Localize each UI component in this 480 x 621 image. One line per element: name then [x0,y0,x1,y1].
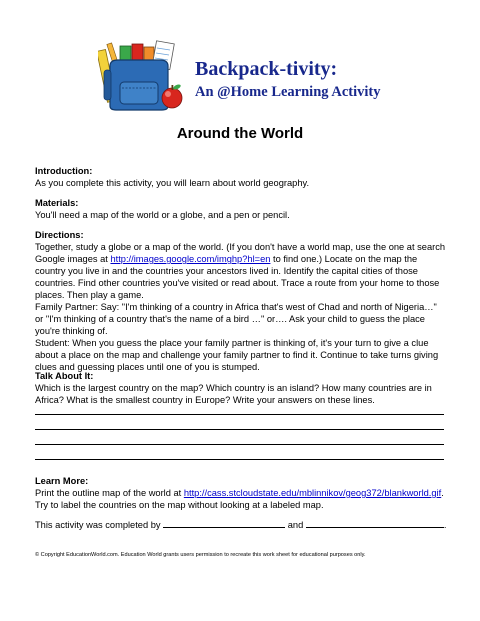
talk-about-it-section [35,370,447,406]
directions-text-end: to find one.) Locate on the map the country you live in and the countries your ancestors lived in. Identify the capital cities of those countries. Find other countries you've visited or read about. Trace a route from your home to those places. Then play a game. [35,254,440,300]
name-blank-2[interactable] [306,518,444,528]
materials-heading: Materials: [35,198,79,208]
answer-line[interactable] [35,459,444,460]
name-blank-1[interactable] [163,518,285,528]
completion-line [35,518,447,531]
introduction-text: As you complete this activity, you will learn about world geography. [35,178,310,188]
learn-more-section [35,475,447,511]
google-images-link[interactable]: http://images.google.com/imghp?hl=en [110,254,271,264]
student-text: Student: When you guess the place your family partner is thinking of, it's your turn to give a clue about a place on the map and challenge your family partner to find it. Continue to take turns giving clues and guessing places until one of you is stumped. [35,338,439,372]
materials-text: You'll need a map of the world or a globe, and a pen or pencil. [35,210,290,220]
completion-suffix: . [443,520,447,530]
backpack-logo-icon [98,40,190,112]
learn-more-text [35,487,447,499]
answer-line[interactable] [35,429,444,430]
page-title: Around the World [176,125,304,142]
learn-more-text-2: Try to label the countries on the map without looking at a labeled map. [35,500,324,510]
answer-line[interactable] [35,444,444,445]
copyright-footer: © Copyright EducationWorld.com. Education World grants users permission to recreate this work sheet for educational purposes only. [35,552,366,558]
directions-text-start: Together, study a globe or a map of the world. (If you don't have a world map, use the one at search Google images at [35,242,446,264]
introduction-heading: Introduction: [35,166,93,176]
answer-line[interactable] [35,414,444,415]
learn-more-text-start: Print the outline map of the world at [35,488,184,498]
directions-text [35,241,447,301]
directions-heading: Directions: [35,230,84,240]
materials-section [35,197,447,221]
talk-about-it-text: Which is the largest country on the map? Which country is an island? How many countries are in Africa? What is the smallest country in Europe? Write your answers on these lines. [35,383,432,405]
answer-lines[interactable] [35,414,444,474]
brand-subtitle: An @Home Learning Activity [195,84,381,100]
learn-more-text-end: . [441,488,444,498]
completion-prefix: This activity was completed by [35,520,161,530]
introduction-section [35,165,447,189]
brand-title: Backpack-tivity: [195,58,338,80]
talk-about-it-heading: Talk About It: [35,371,94,381]
family-partner-text: Family Partner: Say: "I'm thinking of a country in Africa that's west of Chad and north of Nigeria…" or "I'm thinking of a country that's the name of a bird …" or…. Ask your child to guess the place you're thinking of. [35,302,437,336]
header [98,40,398,112]
learn-more-heading: Learn More: [35,476,89,486]
completion-and: and [287,520,304,530]
directions-section [35,229,447,373]
blank-world-map-link[interactable]: http://cass.stcloudstate.edu/mblinnikov/geog372/blankworld.gif [183,488,442,498]
